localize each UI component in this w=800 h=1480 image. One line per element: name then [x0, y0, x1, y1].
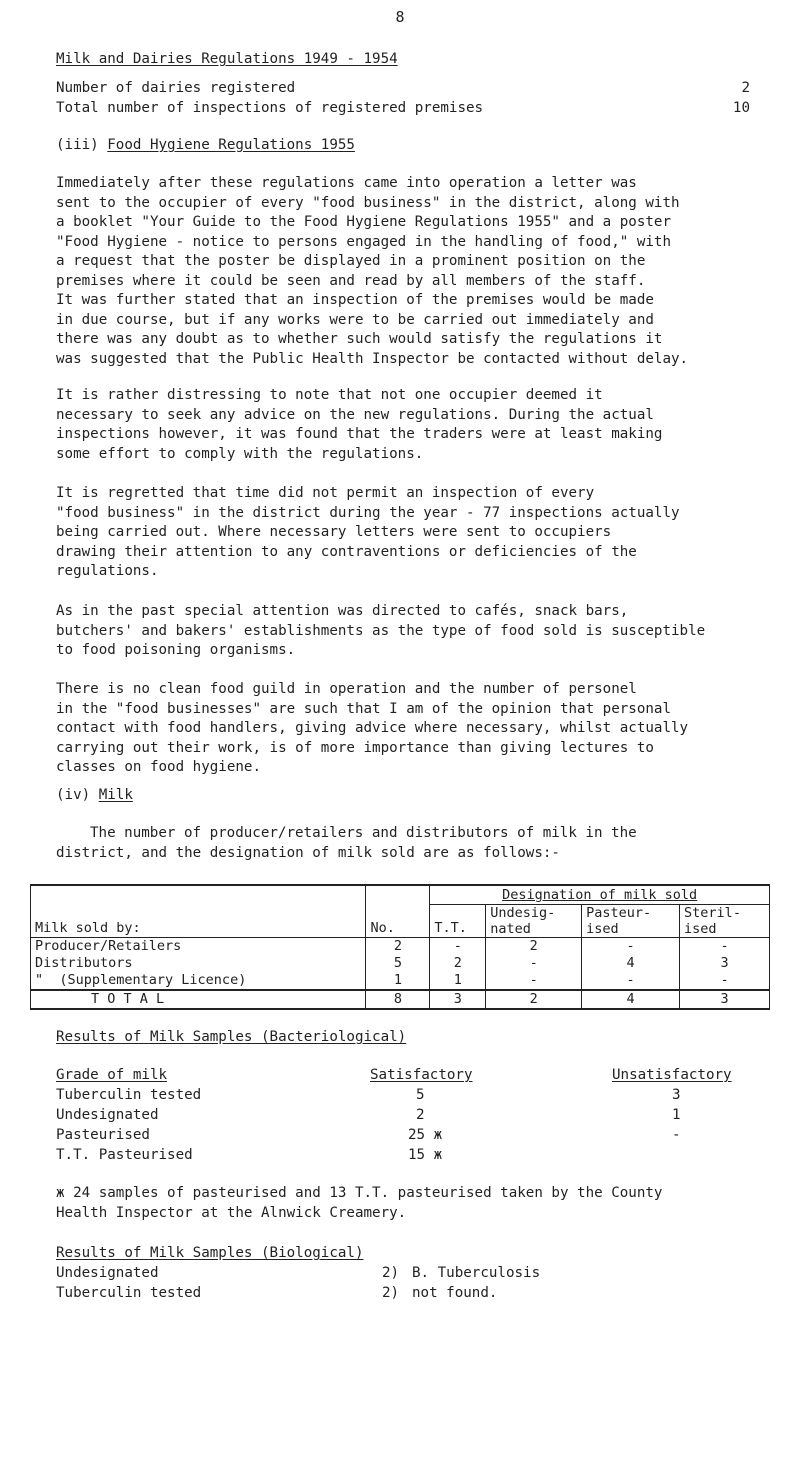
biological-heading: Results of Milk Samples (Biological) — [56, 1245, 364, 1261]
cell: 4 — [582, 955, 680, 972]
text-line: regulations. — [56, 563, 159, 579]
cell: - — [430, 938, 486, 956]
grade-label: Tuberculin tested — [56, 1087, 202, 1103]
total-cell: 4 — [582, 990, 680, 1009]
dairies-registered-label: Number of dairies registered — [56, 80, 296, 96]
designation-group-header: Designation of milk sold — [430, 885, 770, 905]
grade-label: T.T. Pasteurised — [56, 1147, 193, 1163]
text-line: a request that the poster be displayed in a prominent position on the — [56, 253, 646, 269]
milk-title — [56, 786, 133, 806]
cell: - — [582, 972, 680, 990]
col-header-tt: T.T. — [430, 905, 486, 938]
satisfactory-value: 5 — [416, 1087, 425, 1103]
biological-result: B. Tuberculosis — [412, 1265, 541, 1281]
unsatisfactory-value: 1 — [672, 1107, 681, 1123]
inspections-value: 10 — [732, 100, 750, 116]
satisfactory-value: 2 — [416, 1107, 425, 1123]
grade-label: Undesignated — [56, 1107, 159, 1123]
food-hygiene-heading: Food Hygiene Regulations 1955 — [107, 137, 355, 153]
cell: 3 — [680, 955, 770, 972]
biological-count: 2) — [382, 1285, 400, 1301]
cell: 1 — [366, 972, 430, 990]
total-label: T O T A L — [31, 990, 366, 1009]
col-header-satisfactory: Satisfactory — [370, 1067, 473, 1083]
text-line: to food poisoning organisms. — [56, 642, 296, 658]
text-line: As in the past special attention was directed to cafés, snack bars, — [56, 603, 629, 619]
cell: - — [680, 972, 770, 990]
text-line: drawing their attention to any contraventions or deficiencies of the — [56, 543, 637, 560]
biological-label: Tuberculin tested — [56, 1285, 202, 1301]
row-label: Distributors — [31, 955, 366, 972]
text-line: carrying out their work, is of more importance than giving lectures to — [56, 739, 654, 756]
inspections-label: Total number of inspections of registered premises — [56, 100, 484, 116]
col-header-unsatisfactory: Unsatisfactory — [612, 1067, 732, 1083]
unsatisfactory-value: 3 — [672, 1087, 681, 1103]
cell: - — [486, 972, 582, 990]
text-line: in due course, but if any works were to be carried out immediately and — [56, 311, 654, 328]
text-line: in the "food businesses" are such that I am of the opinion that personal — [56, 700, 671, 717]
satisfactory-value: 15 ж — [408, 1147, 443, 1163]
milk-heading: Milk — [98, 787, 133, 803]
col-header-no: No. — [366, 885, 430, 938]
table-row — [31, 972, 770, 990]
text-line: It was further stated that an inspection of the premises would be made — [56, 292, 654, 308]
table-row — [31, 955, 770, 972]
row-label: " (Supplementary Licence) — [31, 972, 366, 990]
text-line: premises where it could be seen and read by all members of the staff. — [56, 272, 646, 289]
biological-result: not found. — [412, 1285, 498, 1301]
text-line: Immediately after these regulations came into operation a letter was — [56, 175, 637, 191]
total-row — [31, 990, 770, 1009]
milk-dairies-heading: Milk and Dairies Regulations 1949 - 1954 — [56, 51, 398, 67]
text-line: there was any doubt as to whether such would satisfy the regulations it — [56, 331, 663, 347]
milk-intro-line-1: The number of producer/retailers and distributors of milk in the — [90, 825, 637, 841]
text-line: sent to the occupier of every "food business" in the district, along with — [56, 194, 680, 211]
total-cell: 3 — [430, 990, 486, 1009]
cell: 5 — [366, 955, 430, 972]
text-line: was suggested that the Public Health Inspector be contacted without delay. — [56, 350, 689, 367]
text-line: There is no clean food guild in operation and the number of personel — [56, 681, 637, 697]
col-header-undesignated: Undesig- nated — [486, 905, 582, 938]
col-header-sterilised: Steril- ised — [680, 905, 770, 938]
text-line: a booklet "Your Guide to the Food Hygiene Regulations 1955" and a poster — [56, 214, 671, 230]
row-label: Producer/Retailers — [31, 938, 366, 956]
cell: - — [680, 938, 770, 956]
unsatisfactory-value: - — [672, 1127, 681, 1143]
footnote-line-1: ж 24 samples of pasteurised and 13 T.T. pasteurised taken by the County — [56, 1185, 663, 1201]
grade-label: Pasteurised — [56, 1127, 150, 1143]
milk-intro-line-2: district, and the designation of milk sold are as follows:- — [56, 845, 560, 861]
footnote-line-2: Health Inspector at the Alnwick Creamery. — [56, 1205, 407, 1221]
text-line: It is rather distressing to note that not one occupier deemed it — [56, 387, 603, 403]
milk-designation-table — [30, 884, 770, 1010]
col-header-pasteurised: Pasteur- ised — [582, 905, 680, 938]
satisfactory-value: 25 ж — [408, 1127, 443, 1143]
section-number-iv: (iv) — [56, 787, 99, 803]
cell: - — [486, 955, 582, 972]
total-cell: 3 — [680, 990, 770, 1009]
text-line: "food business" in the district during the year - 77 inspections actually — [56, 504, 680, 521]
cell: 2 — [430, 955, 486, 972]
biological-count: 2) — [382, 1265, 400, 1281]
text-line: some effort to comply with the regulations. — [56, 445, 424, 462]
biological-label: Undesignated — [56, 1265, 159, 1281]
text-line: contact with food handlers, giving advice where necessary, whilst actually — [56, 720, 689, 736]
text-line: being carried out. Where necessary letters were sent to occupiers — [56, 524, 612, 540]
cell: - — [582, 938, 680, 956]
text-line: classes on food hygiene. — [56, 759, 261, 775]
bacteriological-heading: Results of Milk Samples (Bacteriological) — [56, 1029, 407, 1045]
total-cell: 8 — [366, 990, 430, 1009]
text-line: It is regretted that time did not permit an inspection of every — [56, 485, 595, 501]
cell: 1 — [430, 972, 486, 990]
text-line: butchers' and bakers' establishments as the type of food sold is susceptible — [56, 622, 706, 639]
section-number-iii: (iii) — [56, 137, 108, 153]
col-header-milk-sold-by: Milk sold by: — [31, 885, 366, 938]
dairies-registered-value: 2 — [741, 80, 750, 96]
cell: 2 — [486, 938, 582, 956]
text-line: inspections however, it was found that the traders were at least making — [56, 426, 663, 442]
cell: 2 — [366, 938, 430, 956]
col-header-grade: Grade of milk — [56, 1067, 168, 1083]
text-line: necessary to seek any advice on the new regulations. During the actual — [56, 406, 654, 423]
page-number: 8 — [395, 8, 405, 26]
total-cell: 2 — [486, 990, 582, 1009]
text-line: "Food Hygiene - notice to persons engaged in the handling of food," with — [56, 233, 671, 250]
table-row — [31, 938, 770, 956]
